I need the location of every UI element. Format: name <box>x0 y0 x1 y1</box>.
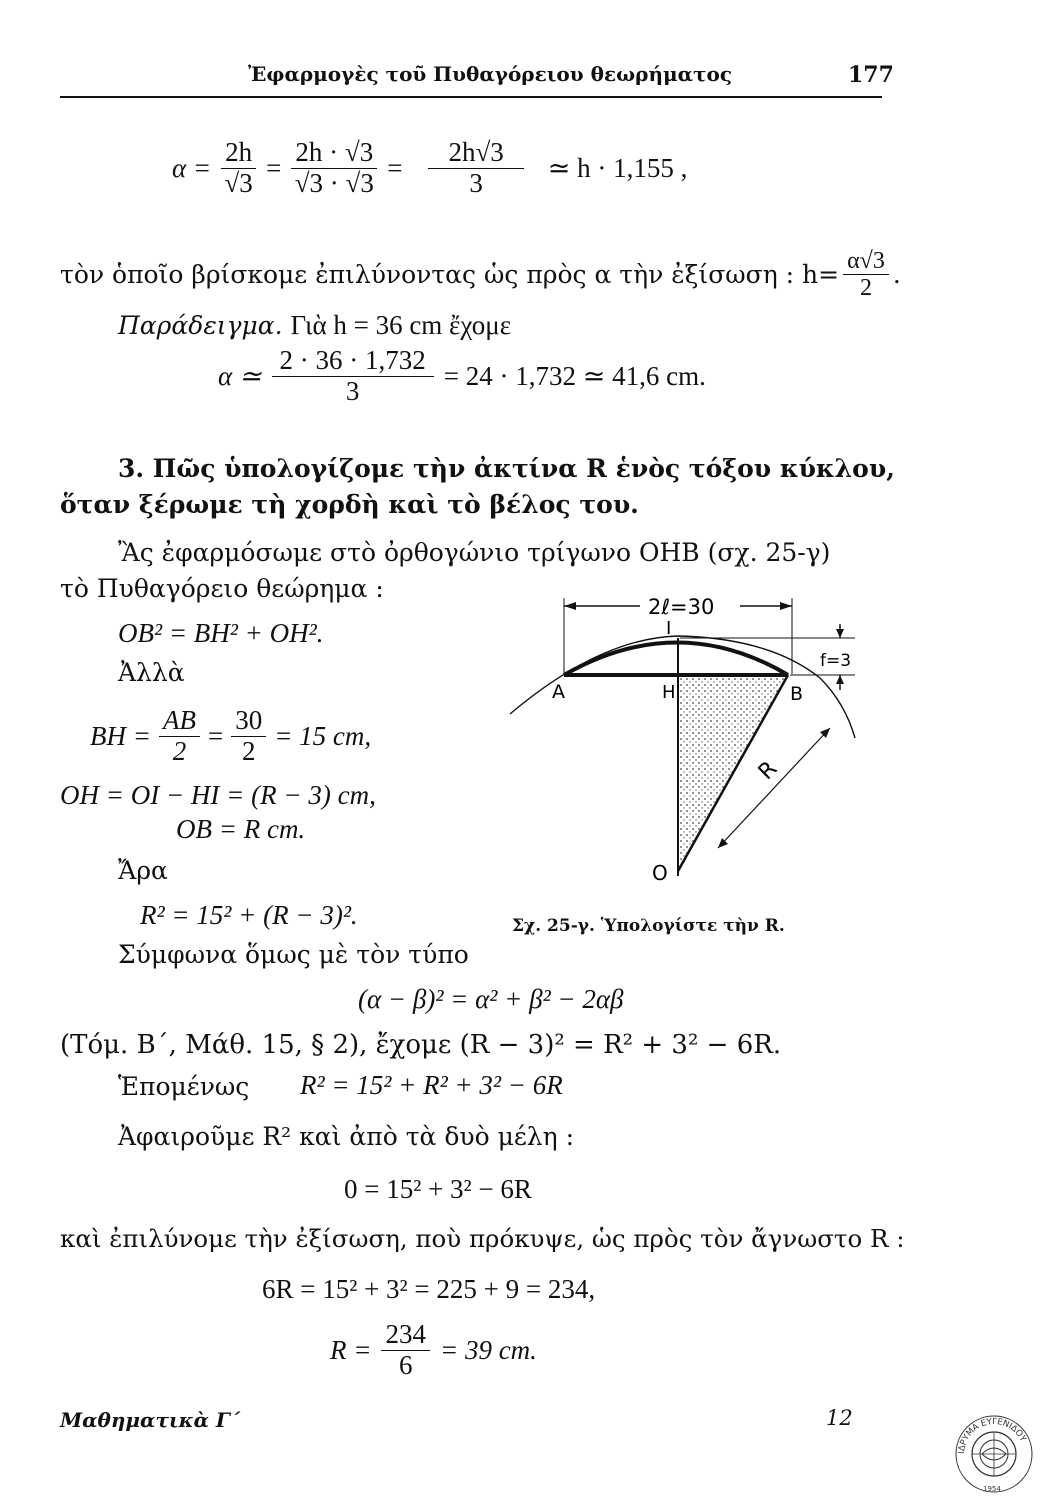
eugenides-foundation-stamp-icon <box>952 1412 1036 1496</box>
r-result-equation <box>330 1320 537 1380</box>
bh-equation <box>90 706 371 766</box>
oh-equation: OH = OI − HI = (R − 3) cm, <box>60 780 376 810</box>
svg-text:ΙΔΡΥΜΑ ΕΥΓΕΝΙΔΟΥ: ΙΔΡΥΜΑ ΕΥΓΕΝΙΔΟΥ <box>956 1416 1028 1455</box>
body-line-reference: (Τόμ. Β΄, Μάθ. 15, § 2), ἔχομε (R − 3)² = R² + 3² − 6R. <box>60 1030 782 1060</box>
svg-text:1954: 1954 <box>983 1485 1001 1493</box>
bh-fraction-2: $\frac{30}{2}$ <box>231 706 266 766</box>
f-arrowhead-bottom <box>836 675 844 684</box>
eq1-equals: = <box>266 152 282 183</box>
eq2-rhs: = 24 · 1,732 ≃ 41,6 cm. <box>443 360 706 391</box>
eq1-approx: ≃ h · 1,155 , <box>547 152 688 183</box>
eq1-equals-2: = <box>387 152 403 183</box>
eq1-fraction-2: $\frac{2h \cdot √3}{√3 \cdot √3}$ <box>291 138 377 198</box>
section-heading-line2: ὅταν ξέρωμε τὴ χορδὴ καὶ τὸ βέλος του. <box>60 490 639 519</box>
solve-end: . <box>892 260 901 290</box>
bh-equals: = <box>207 720 224 751</box>
body-line-apply: Ἂς ἐφαρμόσωμε στὸ ὀρθογώνιο τρίγωνο OHB (σχ. 25-γ) <box>118 538 831 567</box>
h-fraction: $\frac{\alpha√3}{2}$ <box>843 248 889 302</box>
body-line-solve: καὶ ἐπιλύνομε τὴν ἐξίσωση, ποὺ πρόκυψε, ὡς πρὸς τὸν ἄγνωστο R : <box>60 1224 905 1253</box>
arrowhead-left <box>564 602 576 610</box>
radius-label: R <box>753 756 783 786</box>
eq2-lhs: α ≃ <box>218 360 262 391</box>
bh-rhs: = 15 cm, <box>274 720 372 751</box>
solve-for-h-line <box>60 248 901 302</box>
figure-caption: Σχ. 25-γ. Ὑπολογίστε τὴν R. <box>512 916 785 936</box>
point-A-label: A <box>552 681 565 703</box>
point-I-label: I <box>666 618 672 639</box>
footer-sheet-number: 12 <box>826 1406 853 1430</box>
body-line-formula-intro: Σύμφωνα ὅμως μὲ τὸν τύπο <box>118 940 469 969</box>
square-difference-formula: (α − β)² = α² + β² − 2αβ <box>358 984 624 1014</box>
equation-example <box>218 346 706 406</box>
footer-book-title: Μαθηματικὰ Γ΄ <box>60 1408 241 1432</box>
f-arrowhead-top <box>836 629 844 638</box>
page-number: 177 <box>848 62 894 88</box>
eq1-fraction-3: $\frac{2h√3}{3}$ <box>428 138 523 198</box>
body-line-but: Ἀλλὰ <box>118 658 185 687</box>
r-lhs: R = <box>330 1334 372 1365</box>
r-fraction: $\frac{234}{6}$ <box>381 1320 430 1380</box>
bh-fraction-1: $\frac{AB}{2}$ <box>159 706 200 766</box>
example-label: Παράδειγμα. <box>118 311 283 340</box>
figure-25c <box>500 588 890 908</box>
body-line-subtract: Ἀφαιροῦμε R² καὶ ἀπὸ τὰ δυὸ μέλη : <box>118 1122 574 1151</box>
header-rule <box>60 96 882 98</box>
running-header: Ἐφαρμογὲς τοῦ Πυθαγόρειου θεωρήματος <box>248 62 732 86</box>
eq1-lhs: α = <box>172 152 212 183</box>
r-rhs: = 39 cm. <box>439 1334 537 1365</box>
point-H-label: H <box>662 682 676 703</box>
chord-length-label: 2ℓ=30 <box>648 595 715 619</box>
example-line <box>118 310 511 341</box>
example-text: Γιὰ h = 36 cm ἔχομε <box>290 310 512 340</box>
arrowhead-right <box>780 602 792 610</box>
body-line-therefore: Ἄρα <box>118 856 168 885</box>
r-squared-equation: R² = 15² + (R − 3)². <box>140 900 358 930</box>
equation-alpha <box>172 138 687 198</box>
point-B-label: B <box>790 683 804 705</box>
zero-equation: 0 = 15² + 3² − 6R <box>344 1174 532 1204</box>
section-heading-line1: 3. Πῶς ὑπολογίζομε τὴν ἀκτίνα R ἑνὸς τόξου κύκλου, <box>118 454 895 483</box>
body-line-theorem: τὸ Πυθαγόρειο θεώρημα : <box>60 574 384 603</box>
bh-lhs: BH = <box>90 720 151 751</box>
body-line-consequently: Ἑπομένως <box>118 1072 250 1101</box>
eq1-fraction-1: $\frac{2h}{√3}$ <box>221 138 256 198</box>
expanded-equation: R² = 15² + R² + 3² − 6R <box>300 1070 563 1100</box>
six-r-equation: 6R = 15² + 3² = 225 + 9 = 234, <box>262 1274 596 1304</box>
arc-AB <box>564 643 788 676</box>
solve-text: τὸν ὁποῖο βρίσκομε ἐπιλύνοντας ὡς πρὸς α τὴν ἐξίσωση : h= <box>60 260 840 290</box>
sagitta-label: f=3 <box>820 651 852 671</box>
pythagoras-equation: OB² = BH² + OH². <box>118 618 324 648</box>
point-O-label: O <box>652 861 668 885</box>
eq2-fraction: $\frac{2 \cdot 36 \cdot 1,732}{3}$ <box>272 346 434 406</box>
ob-equation: OB = R cm. <box>176 814 306 844</box>
